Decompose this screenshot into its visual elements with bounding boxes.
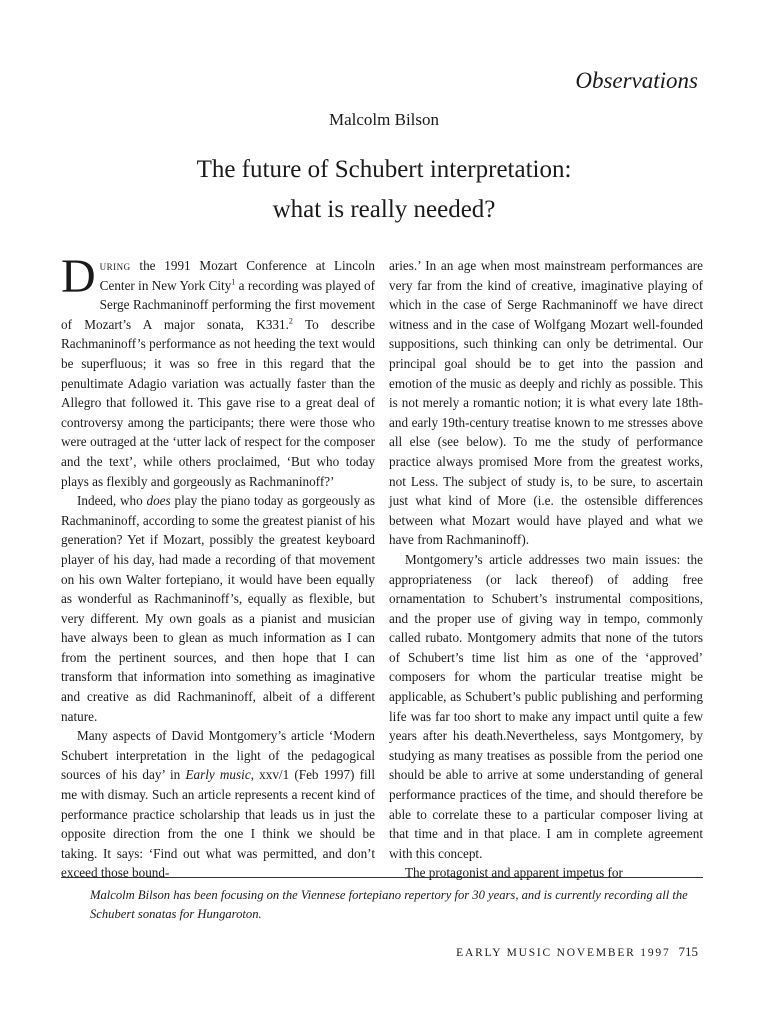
- text-run: To describe Rachmaninoff’s performance as not heeding the text would be superfluous; it was so free in this regard that the penultimate Adagio variation was actually faster than the Allegro that followed it. This gave rise to a great deal of controversy among the participants; there were those who were outraged at the ‘utter lack of respect for the composer and the text’, while others proclaimed, ‘But who today plays as flexibly and gorgeously as Rachmaninoff?’: [61, 316, 375, 489]
- author-name: Malcolm Bilson: [328, 110, 440, 129]
- paragraph: The protagonist and apparent impetus for: [405, 865, 623, 881]
- page-number: 715: [678, 944, 698, 959]
- page-footer: [456, 944, 698, 960]
- article-title: [60, 150, 708, 230]
- title-line-1: The future of Schubert interpretation:: [196, 156, 572, 183]
- section-heading: Observations: [575, 68, 698, 93]
- paragraph: Montgomery’s article addresses two main issues: the appropriateness (or lack thereof) of adding free ornamentation to Schubert’s instrumental compositions, and the proper use of giving way in tempo, commonly called rubato. Montgomery admits that none of the tutors of Schubert’s time list him as one of the ‘approved’ composers for whom the particular treatise might be applicable, as Schubert’s public publishing and performing life was far too short to make any impact until quite a few years after his death.Nevertheless, says Montgomery, by studying as many treatises as possible from the period one should be able to arrive at some understanding of general performance practices of the time, and should therefore be able to correlate these to a particular composer living at that time and in that place. I am in complete agreement with this concept.: [389, 551, 703, 861]
- author-bio-footnote: Malcolm Bilson has been focusing on the Viennese fortepiano repertory for 30 years, and is currently recording all the Schubert sonatas for Hungaroton.: [90, 888, 688, 921]
- text-run: Many aspects of David Montgomery’s article ‘Modern Schubert interpretation in the light of the pedagogical sources of his day’ in: [61, 728, 375, 783]
- footnote-ref-1: 1: [231, 277, 236, 287]
- footnote-ref-2: 2: [288, 316, 293, 326]
- paragraph: aries.’ In an age when most mainstream performances are very far from the kind of creative, imaginative playing of which in the case of Serge Rachmaninoff we have direct witness and in the case of Wolfgang Mozart well-founded suppositions, such thinking can only be detrimental. Our principal goal should be to get into the passion and emotion of the music as deeply and richly as possible. This is not merely a romantic notion; it is what every late 18th- and early 19th-century treatise known to me stresses above all else (see below). To me the study of performance practice always promised More from the greatest works, not Less. The subject of study is, to be sure, to ascertain just what kind of More (i.e. the ostensible differences between what Mozart would have played and what we have from Rachmaninoff).: [389, 258, 703, 548]
- text-run: a recording was played of Serge Rachmaninoff performing the first movement of Mozart’s A major sonata, K331.: [61, 277, 375, 332]
- title-line-2: what is really needed?: [272, 196, 496, 223]
- left-column: [61, 250, 375, 883]
- right-column: [389, 256, 703, 883]
- text-run: the 1991 Mozart Conference at Lincoln Center in New York City: [99, 258, 375, 293]
- text-run: play the piano today as gorgeously as Rachmaninoff, according to some the greatest pianist of his generation? Yet if Mozart, possibly the greatest keyboard player of his day, had made a recording of that movement on his own Walter fortepiano, it would have been equally as wonderful as Rachmaninoff’s, equally as flexible, but very different. My own goals as a pianist and musician have always been to glean as much information as I can from the pertinent sources, and then hope that I can transform that information into something as imaginative and creative as did Rachmaninoff, albeit of a different nature.: [61, 493, 375, 724]
- text-run: Indeed, who: [77, 493, 147, 509]
- paragraph: [61, 491, 375, 726]
- journal-issue: EARLY MUSIC NOVEMBER 1997: [456, 947, 671, 959]
- journal-title: Early music: [185, 767, 251, 783]
- paragraph: [61, 726, 375, 883]
- emphasis: does: [146, 493, 171, 509]
- paragraph: [61, 250, 375, 491]
- small-caps-lead: uring: [99, 258, 131, 273]
- text-run: , xxv/1 (Feb 1997) fill me with dismay. Such an article represents a recent kind of performance practice scholarship that leads us in just the opposite direction from the one I think we should be taking. It says: ‘Find out what was permitted, and don’t exceed those bound-: [61, 767, 375, 881]
- footnote-rule: [61, 877, 703, 878]
- drop-cap: D: [61, 250, 96, 303]
